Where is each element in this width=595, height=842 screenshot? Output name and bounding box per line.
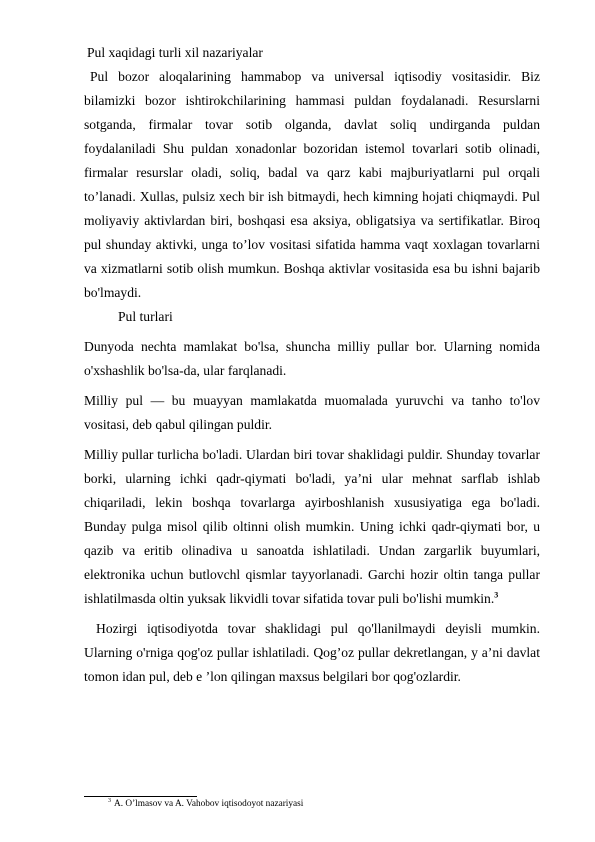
- section-title: Pul xaqidagi turli xil nazariyalar: [87, 45, 263, 60]
- paragraph-paper-money: Hozirgi iqtisodiyotda tovar shaklidagi pul qo'llanilmaydi deyisli mumkin. Ularning o'rniga qog'oz pullar ishlatiladi. Qog’oz pullar dekretlangan, y a’ni davlat tomon idan pul, deb e ’lon qilingan maxsus belgilari bor qog'ozlardir.: [84, 621, 540, 684]
- paragraph-money-role: Pul bozor aloqalarining hammabop va universal iqtisodiy vositasidir. Biz bilamizki bozor ishtirokchilarining hammasi puldan foydalanadi. Resurslarni sotganda, firmalar tovar sotib olganda, davlat soliq undirganda puldan foydalaniladi Shu puldan xonadonlar bozoridan istemol tovarlari sotib olinadi, firmalar resurslar oladi, soliq, badal va qarz kabi majburiyatlarni pul orqali to’lanadi. Xullas, pulsiz xech bir ish bitmaydi, hech kimning hojati chiqmaydi. Pul moliyaviy aktivlardan biri, boshqasi esa aksiya, obligatsiya va sertifikatlar. Biroq pul shunday aktivki, unga to’lov vositasi sifatida hamma vaqt xoxlagan tovarlarni va xizmatlarni sotib olish mumkun. Boshqa aktivlar vositasida esa bu ishni bajarib bo'lmaydi.: [84, 69, 540, 300]
- paragraph-national-money-definition: Milliy pul — bu muayyan mamlakatda muomalada yuruvchi va tanho to'lov vositasi, deb qabul qilingan puldir.: [84, 393, 540, 432]
- footnote-reference: 3: [494, 590, 499, 600]
- commodity-money-text: Milliy pullar turlicha bo'ladi. Ulardan biri tovar shaklidagi puldir. Shunday tovarlar borki, ularning ichki qadr-qiymati bo'ladi, ya’ni ular mehnat sarflab ishlab chiqariladi, lekin boshqa tovarlarga ayirboshlanish xususiyatiga ega bo'ladi. Bunday pulga misol qilib oltinni olish mumkin. Uning ichki qadr-qiymati bor, u qazib va eritib olinadiva u sanoatda ishlatiladi. Undan zargarlik buyumlari, elektronika uchun butlovchl qismlar tayyorlanadi. Garchi hozir oltin tanga pullar ishlatilmasda oltin yuksak likvidli tovar sifatida tovar puli bo'lishi mumkin.: [84, 447, 540, 606]
- footnote-separator: [84, 796, 197, 797]
- footnote: [108, 798, 303, 809]
- footnote-number: 3: [108, 798, 111, 804]
- paragraph-commodity-money: [84, 443, 540, 611]
- document-body: [84, 41, 540, 689]
- paragraph-national-currencies: Dunyoda nechta mamlakat bo'lsa, shuncha milliy pullar bor. Ularning nomida o'xshashlik bo'lsa-da, ular farqlanadi.: [84, 339, 540, 378]
- footnote-text: A. O’lmasov va A. Vahobov iqtisodoyot nazariyasi: [114, 799, 304, 810]
- subheading-money-types: Pul turlari: [118, 309, 173, 324]
